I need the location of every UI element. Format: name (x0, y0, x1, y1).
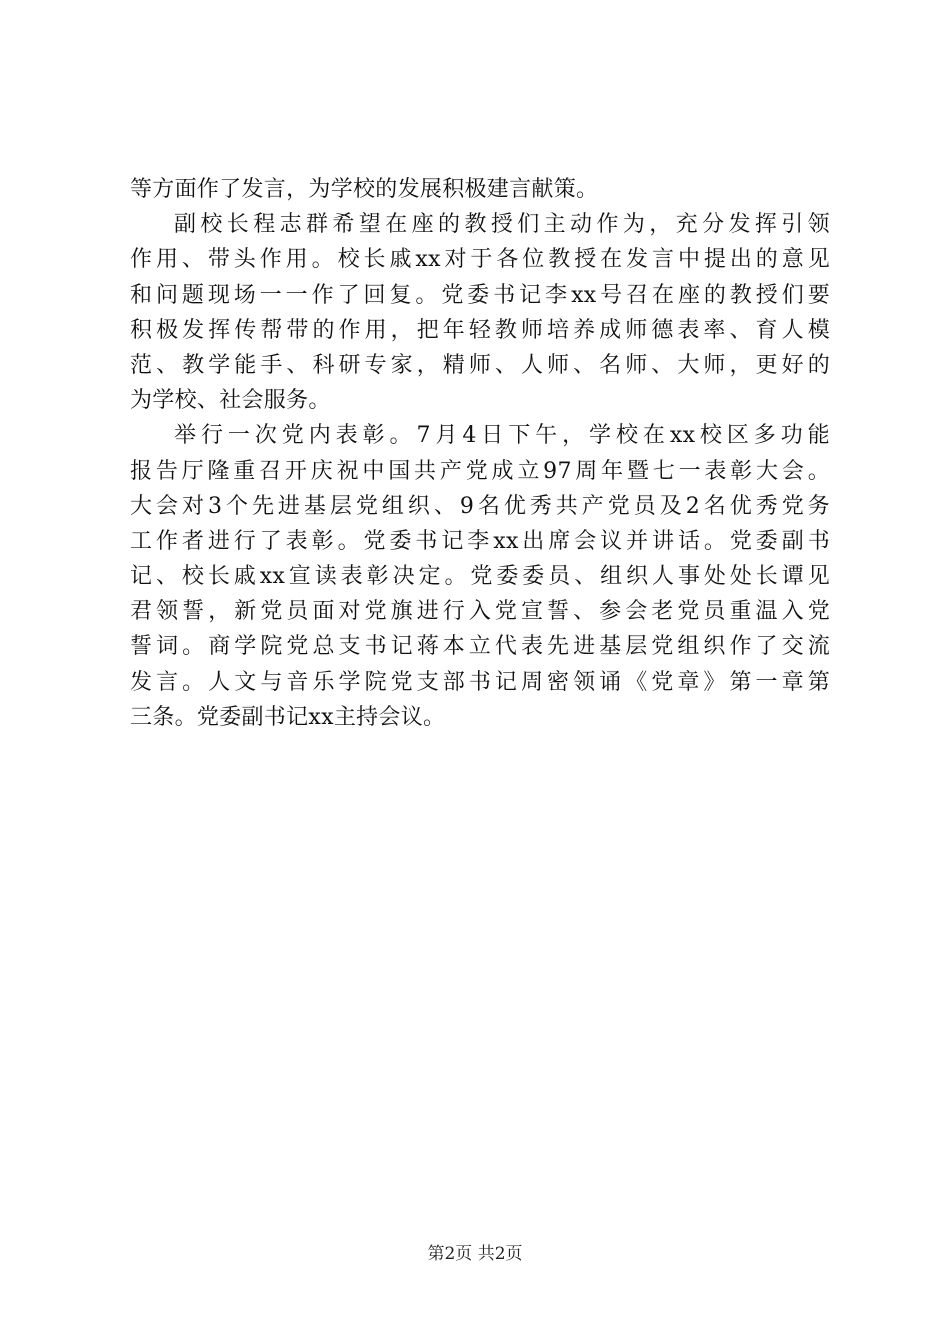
body-line: 君领誓，新党员面对党旗进行入党宣誓、参会老党员重温入党 (130, 599, 830, 625)
body-line: 作用、带头作用。校长戚xx对于各位教授在发言中提出的意见 (130, 247, 830, 273)
body-line: 工作者进行了表彰。党委书记李xx出席会议并讲话。党委副书 (130, 528, 830, 554)
body-line: 副校长程志群希望在座的教授们主动作为，充分发挥引领 (174, 212, 830, 238)
body-line: 记、校长戚xx宣读表彰决定。党委委员、组织人事处处长谭见 (130, 564, 830, 590)
body-line: 举行一次党内表彰。7月4日下午，学校在xx校区多功能 (174, 423, 830, 449)
body-line: 和问题现场一一作了回复。党委书记李xx号召在座的教授们要 (130, 282, 830, 308)
body-line: 大会对3个先进基层党组织、9名优秀共产党员及2名优秀党务 (130, 493, 830, 519)
body-line: 等方面作了发言，为学校的发展积极建言献策。 (130, 177, 599, 202)
page-footer (0, 1243, 950, 1265)
page-number-label: 第2页 共2页 (427, 1244, 523, 1264)
body-line: 为学校、社会服务。 (130, 388, 331, 414)
body-line: 积极发挥传帮带的作用，把年轻教师培养成师德表率、育人模 (130, 317, 830, 343)
body-line: 报告厅隆重召开庆祝中国共产党成立97周年暨七一表彰大会。 (130, 458, 830, 484)
body-line: 誓词。商学院党总支书记蒋本立代表先进基层党组织作了交流 (130, 634, 830, 660)
body-line: 发言。人文与音乐学院党支部书记周密领诵《党章》第一章第 (130, 669, 830, 695)
body-line: 三条。党委副书记xx主持会议。 (130, 704, 446, 730)
body-line: 范、教学能手、科研专家，精师、人师、名师、大师，更好的 (130, 352, 830, 378)
document-body (130, 172, 830, 735)
